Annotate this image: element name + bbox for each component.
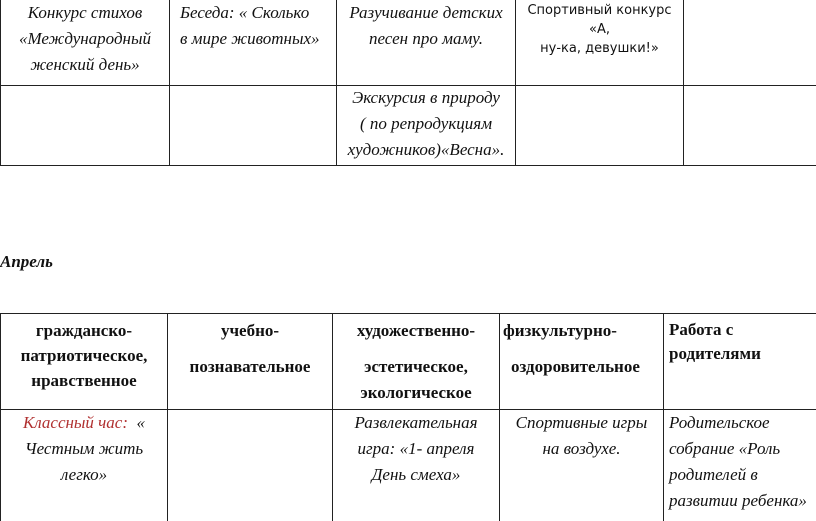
- t2-r1-c3: [333, 410, 499, 488]
- t1-r1-c1-line2: «Международный: [18, 29, 152, 48]
- t1-r2-c3-line2: ( по репродукциям: [359, 114, 493, 133]
- t2-h5-line1: Работа с: [669, 320, 734, 339]
- t1-r1-c4-line1: Спортивный конкурс «А,: [527, 3, 672, 37]
- t2-h5: [669, 318, 814, 366]
- t1-r1-c4: [516, 1, 683, 58]
- t2-h2-line2: познавательное: [189, 357, 311, 376]
- t1-r2-c3-line1: Экскурсия в природу: [352, 88, 500, 107]
- t2-hline-top: [0, 313, 816, 314]
- t2-h4-line1: физкультурно-: [503, 321, 617, 340]
- t2-h4-line2: оздоровительное: [511, 357, 640, 376]
- t2-r1-c1: [2, 410, 166, 488]
- t2-r1-c5-line3: родителей в: [669, 465, 758, 484]
- t1-vline-2: [169, 0, 170, 166]
- t2-h5-line2: родителями: [669, 344, 761, 363]
- t1-r1-c1-line3: женский день»: [30, 55, 140, 74]
- t2-r1-c1-line3: легко»: [60, 465, 108, 484]
- t1-r1-c3-line2: песен про маму.: [368, 29, 484, 48]
- t2-vline-5: [663, 313, 664, 521]
- t2-r1-c3-line3: День смеха»: [371, 465, 461, 484]
- t2-h1-line2: патриотическое,: [20, 346, 148, 365]
- t2-r1-c5: [669, 410, 816, 514]
- t2-r1-c1-line2: Честным жить: [24, 439, 144, 458]
- t2-r1-c5-line2: собрание «Роль: [669, 439, 781, 458]
- t2-r1-c5-line1: Родительское: [669, 413, 770, 432]
- t1-r1-c1-line1: Конкурс стихов: [27, 3, 143, 22]
- t1-r1-c3: [337, 0, 515, 52]
- t2-h1: [2, 318, 166, 393]
- t1-r1-c2-line2: в мире животных»: [180, 29, 320, 48]
- t2-h1-line3: нравственное: [31, 371, 137, 390]
- t1-r1-c2: [180, 0, 336, 52]
- t2-vline-1: [0, 313, 1, 521]
- t2-h3-line1: художественно-: [356, 321, 476, 340]
- t1-r2-c3-line3: художников)«Весна».: [347, 140, 505, 159]
- t2-r1-c5-line4: развитии ребенка»: [669, 491, 807, 510]
- t2-r1-c4-line2: на воздухе.: [542, 439, 621, 458]
- t1-r2-c3: [337, 85, 515, 163]
- t2-h3: [333, 318, 499, 406]
- t2-r1-c1-line1: [2, 410, 166, 436]
- t2-h3-line3: экологическое: [360, 383, 472, 402]
- t1-vline-1: [0, 0, 1, 166]
- t2-r1-c1-prefix: Классный час:: [22, 413, 128, 432]
- t1-vline-5: [683, 0, 684, 166]
- t2-h2-line1: учебно-: [220, 321, 280, 340]
- t2-h2: [168, 318, 332, 380]
- t1-r1-c1: [2, 0, 168, 78]
- t2-r1-c4: [500, 410, 663, 462]
- t2-h1-line1: гражданско-: [35, 321, 133, 340]
- t2-h3-line2: эстетическое,: [364, 357, 468, 376]
- t2-r1-c4-line1: Спортивные игры: [515, 413, 648, 432]
- t1-hline-bottom: [0, 165, 816, 166]
- t2-r1-c1-quote: «: [128, 413, 145, 432]
- month-heading: Апрель: [0, 252, 53, 271]
- t1-r1-c3-line1: Разучивание детских: [349, 3, 503, 22]
- t2-r1-c3-line1: Развлекательная: [354, 413, 478, 432]
- t2-r1-c3-line2: игра: «1- апреля: [357, 439, 475, 458]
- t2-h4: [503, 318, 663, 380]
- t1-r1-c2-line1: Беседа: « Сколько: [180, 3, 310, 22]
- t1-r1-c4-line2: ну-ка, девушки!»: [540, 41, 659, 56]
